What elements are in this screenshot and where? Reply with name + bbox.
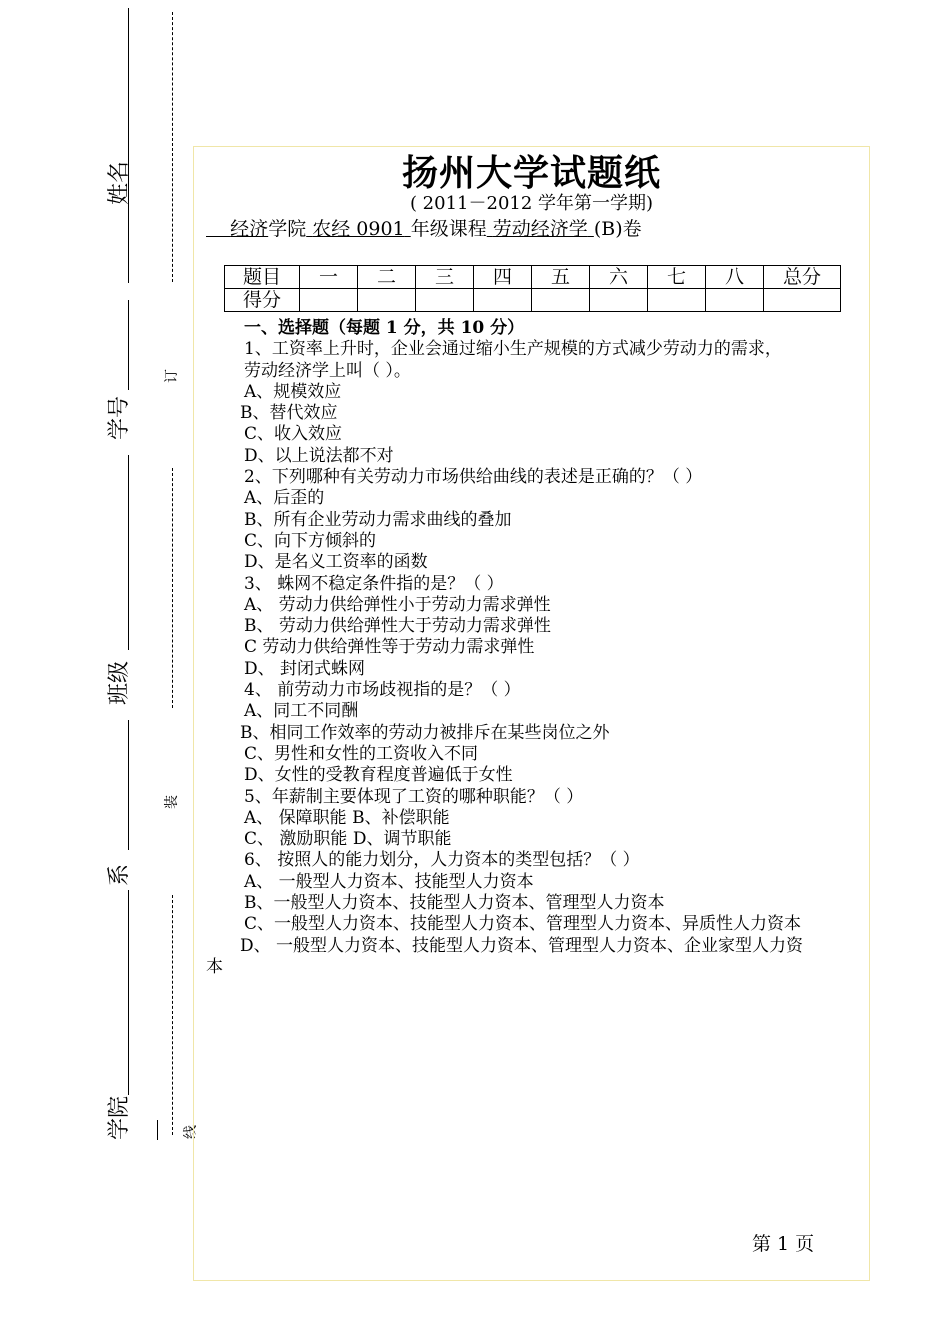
question-line: 劳动经济学上叫（ ）。 — [244, 360, 411, 381]
question-line: B、替代效应 — [240, 403, 338, 424]
question-line: C、男性和女性的工资收入不同 — [244, 743, 479, 764]
question-line: D、是名义工资率的函数 — [244, 552, 428, 573]
question-line: C、 激励职能 D、调节职能 — [244, 829, 452, 850]
score-cell[interactable] — [706, 289, 764, 312]
question-line: A、同工不同酬 — [244, 701, 359, 722]
college-value: 经济 — [230, 218, 269, 240]
question-line: B、所有企业劳动力需求曲线的叠加 — [244, 509, 512, 530]
binding-dash-line — [172, 12, 173, 282]
score-header-cell: 一 — [300, 266, 358, 289]
score-header-cell: 三 — [416, 266, 474, 289]
score-table-header-row — [225, 266, 841, 289]
question-line: D、 一般型人力资本、技能型人力资本、管理型人力资本、企业家型人力资 — [240, 935, 804, 956]
college-suffix: 学院 — [268, 218, 307, 240]
question-line: 4、 前劳动力市场歧视指的是？（ ） — [244, 680, 521, 701]
name-label: 姓名 — [107, 160, 132, 205]
ding-mark: 订 — [164, 369, 180, 383]
question-line: B、 劳动力供给弹性大于劳动力需求弹性 — [244, 616, 551, 637]
question-line: A、 一般型人力资本、技能型人力资本 — [244, 871, 534, 892]
score-header-cell: 六 — [590, 266, 648, 289]
question-line: B、相同工作效率的劳动力被排斥在某些岗位之外 — [240, 722, 610, 743]
page-title: 扬州大学试题纸 — [401, 152, 661, 194]
question-line: D、女性的受教育程度普遍低于女性 — [244, 765, 513, 786]
question-line: A、 劳动力供给弹性小于劳动力需求弹性 — [244, 594, 551, 615]
student-id-line — [128, 455, 129, 650]
score-cell[interactable] — [532, 289, 590, 312]
student-id-line — [128, 300, 129, 390]
score-cell[interactable] — [300, 289, 358, 312]
college-label: 学院 — [107, 1095, 132, 1140]
question-line: 6、 按照人的能力划分，人力资本的类型包括？（ ） — [244, 850, 640, 871]
question-line: C、一般型人力资本、技能型人力资本、管理型人力资本、异质性人力资本 — [244, 914, 802, 935]
dept-line — [128, 890, 129, 1095]
question-line: B、一般型人力资本、技能型人力资本、管理型人力资本 — [244, 893, 665, 914]
binding-dash-line — [172, 895, 173, 1135]
xian-mark: 线 — [183, 1125, 199, 1139]
student-id-label: 学号 — [107, 395, 132, 440]
name-line — [128, 8, 129, 283]
question-line: D、 封闭式蛛网 — [244, 658, 366, 679]
score-header-cell: 五 — [532, 266, 590, 289]
score-header-cell: 题目 — [225, 266, 300, 289]
binding-dash-line — [172, 468, 173, 708]
question-line: A、 保障职能 B、补偿职能 — [244, 807, 450, 828]
score-table-score-row — [225, 289, 841, 312]
question-line: C、收入效应 — [244, 424, 343, 445]
score-cell[interactable] — [358, 289, 416, 312]
college-line — [157, 1120, 158, 1140]
dept-label: 系 — [107, 864, 132, 887]
question-lines — [206, 339, 862, 978]
score-cell[interactable] — [590, 289, 648, 312]
class-line — [128, 720, 129, 850]
score-header-cell: 总分 — [764, 266, 841, 289]
question-line: 本 — [206, 956, 223, 977]
page-number: 第 1 页 — [752, 1233, 815, 1255]
score-cell[interactable] — [416, 289, 474, 312]
question-line: 1、工资率上升时，企业会通过缩小生产规模的方式减少劳动力的需求， — [244, 339, 782, 360]
score-header-cell: 八 — [706, 266, 764, 289]
score-table — [224, 265, 841, 312]
question-line: 2、下列哪种有关劳动力市场供给曲线的表述是正确的？（ ） — [244, 467, 703, 488]
question-line: A、规模效应 — [244, 381, 342, 402]
term-subtitle: ( 2011－2012 学年第一学期) — [409, 193, 654, 214]
question-line: C 劳动力供给弹性等于劳动力需求弹性 — [244, 637, 535, 658]
question-section — [206, 318, 862, 978]
score-header-cell: 四 — [474, 266, 532, 289]
class-label: 班级 — [107, 660, 132, 705]
score-cell[interactable] — [648, 289, 706, 312]
question-line: 3、 蛛网不稳定条件指的是？（ ） — [244, 573, 504, 594]
score-header-cell: 七 — [648, 266, 706, 289]
question-line: D、以上说法都不对 — [244, 445, 394, 466]
grade-suffix: 年级课程 — [410, 218, 487, 240]
course-info — [206, 217, 642, 241]
question-line: 5、年薪制主要体现了工资的哪种职能？（ ） — [244, 786, 584, 807]
score-cell[interactable] — [764, 289, 841, 312]
zhuang-mark: 装 — [164, 795, 180, 809]
grade-value: 农经 0901 — [312, 218, 405, 240]
paper-type: (B)卷 — [593, 218, 642, 240]
score-row-label: 得分 — [225, 289, 300, 312]
section-heading: 一、选择题（每题 1 分，共 10 分） — [244, 318, 525, 338]
score-cell[interactable] — [474, 289, 532, 312]
question-line: A、后歪的 — [244, 488, 325, 509]
question-line: C、向下方倾斜的 — [244, 530, 377, 551]
score-header-cell: 二 — [358, 266, 416, 289]
course-value: 劳动经济学 — [492, 218, 588, 240]
